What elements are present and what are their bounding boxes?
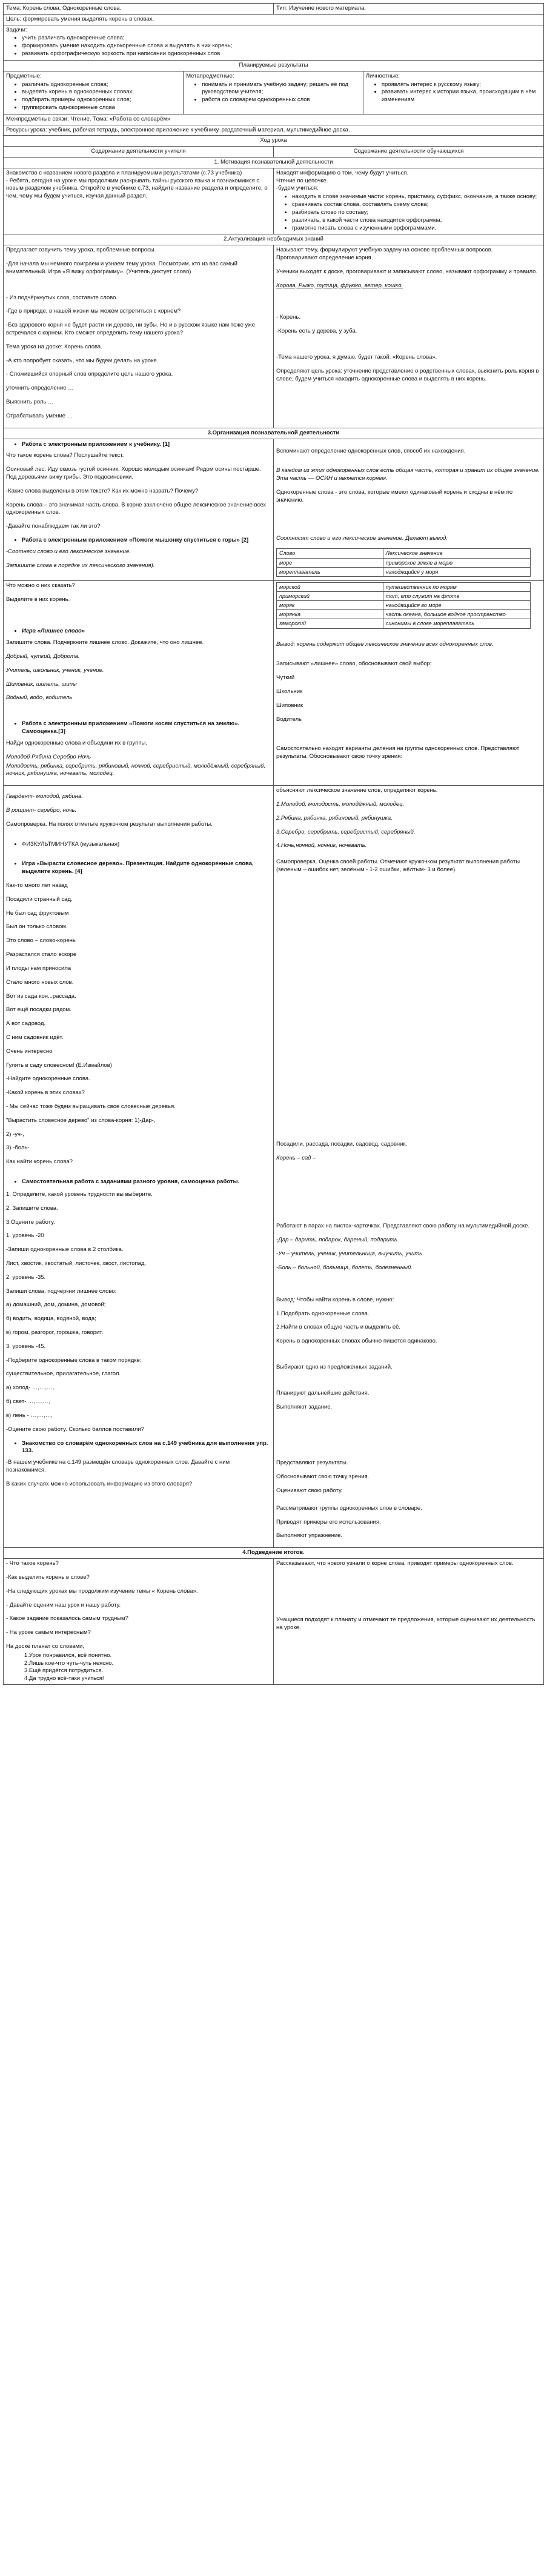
- paragraph: Был он только словом.: [6, 923, 68, 931]
- paragraph: -Без здорового корня не будет расти ни дерево, ни зубы. Но и в русском языке нам тоже уже встречался с корнем. Кто сможет определить тему нашего урока?: [6, 322, 256, 336]
- paragraph: 3) -боль-: [6, 1144, 30, 1152]
- paragraph: Корень – сад –: [276, 1154, 316, 1161]
- paragraph: в) лень - …,…,…,: [6, 1412, 53, 1419]
- paragraph: -Для начала мы немного поиграем и узнаем тему урока. Посмотрим, кто из вас самый внимательный. Игра «Я вижу орфограмму». (Учитель диктует слово): [6, 260, 237, 275]
- table-cell: морской: [277, 582, 383, 591]
- stage-3-student-c: [274, 786, 544, 1548]
- paragraph: 1.Подобрать однокоренные слова.: [276, 1310, 370, 1317]
- paragraph: Это слово – слово-корень: [6, 937, 76, 944]
- lesson-topic: Тема: Корень слова. Однокоренные слова.: [4, 4, 274, 15]
- paragraph: 2.Рябина, рябинка, рябиновый, рябинушка.: [276, 814, 393, 822]
- table-row: [277, 582, 531, 591]
- results-title: Планируемые результаты: [4, 60, 544, 71]
- paragraph: Корова, Рыжо, тупица, фрукмо, ветер, кошко.: [276, 282, 403, 289]
- paragraph: Разрастался стало вскоре: [6, 951, 77, 958]
- paragraph: Не был сад фруктовым: [6, 909, 69, 917]
- student-column-header: Содержание деятельности обучающихся: [274, 147, 544, 158]
- table-cell: заморский: [277, 619, 383, 628]
- paragraph: - Из подчёркнутых слов, составьте слово.: [6, 294, 118, 301]
- paragraph: - На уроке самым интересным?: [6, 1629, 91, 1636]
- paragraph: Приводят примеры его использования.: [276, 1518, 381, 1525]
- paragraph: Запишите слова в порядке их лексического значения).: [6, 562, 155, 569]
- lesson-resources: Ресурсы урока: учебник, рабочая тетрадь, электронное приложение к учебнику, раздаточный материал, мультимедийное доска.: [4, 125, 544, 136]
- paragraph: Выбирают одно из предложенных заданий.: [276, 1363, 393, 1370]
- paragraph: А вот садовод.: [6, 1020, 46, 1027]
- table-cell: часть океана, большое водное пространство: [383, 610, 530, 619]
- paragraph: -На следующих уроках мы продолжим изучение темы « Корень слова».: [6, 1587, 198, 1595]
- paragraph: -Какой корень в этих словах?: [6, 1089, 85, 1097]
- paragraph: 1. уровень -20: [6, 1232, 44, 1240]
- stage-3-teacher-a: [4, 439, 274, 580]
- list-item: • разбирать слово по составу;: [292, 209, 541, 217]
- stage-1-student-list: [276, 193, 541, 232]
- list-item: 3.Ещё придётся потрудиться.: [24, 1667, 104, 1675]
- paragraph: 3.Серебро, серебрить, серебристый, серебряный.: [276, 828, 416, 835]
- paragraph: Вывод: корень содержит общее лексическое значение всех однокоренных слов.: [276, 640, 494, 648]
- paragraph: Корень в однокоренных словах обычно пишется одинаково.: [276, 1338, 437, 1345]
- table-row: [277, 567, 531, 576]
- stage-2-student: [274, 245, 544, 428]
- task-item: • учить различать однокоренные слова;: [22, 35, 541, 42]
- paragraph: Рассказывают, что нового узнали о корне слова, приводят примеры однокоренных слов.: [276, 1560, 514, 1567]
- paragraph: Рассматривают группы однокоренных слов в словаре.: [276, 1504, 422, 1512]
- paragraph: Шиповник: [276, 702, 303, 709]
- paragraph: -Какие слова выделены в этом тексте? Как их можно назвать? Почему?: [6, 487, 199, 494]
- paragraph: 2. уровень -35.: [6, 1273, 46, 1281]
- paragraph: "Вырастить словесное дерево" из слова-корня: 1)-Дар-,: [6, 1117, 156, 1124]
- paragraph: Что можно о них сказать?: [6, 582, 75, 589]
- list-item: • различать, в какой части слова находится орфограмма;: [292, 217, 541, 225]
- meta-results-title: Метапредметные:: [186, 72, 234, 79]
- paragraph: Самостоятельно находят варианты деления на группы однокоренных слов. Представляют результаты. Обосновывают свою точку зрения:: [276, 745, 520, 760]
- paragraph: Выполняют задание.: [276, 1403, 333, 1410]
- result-item: • группировать однокоренные слова: [22, 104, 181, 112]
- table-cell: море: [277, 558, 383, 567]
- lexical-meaning-table: [276, 548, 531, 576]
- stage-3-student-a: [274, 439, 544, 580]
- paragraph: Водитель: [276, 715, 302, 723]
- list-item: • грамотно писать слова с изученными орфограммами.: [292, 225, 541, 233]
- paragraph: Найди однокоренные слова и объедини их в группы.: [6, 739, 147, 746]
- lesson-plan-document: [3, 3, 544, 1685]
- paragraph: -Как выделить корень в слове?: [6, 1573, 90, 1581]
- table-cell: Слово: [277, 549, 383, 558]
- table-row: [277, 601, 531, 610]
- paragraph: Ученики выходят к доске, проговаривают и записывают слово, называют орфограмму и правило.: [276, 268, 538, 275]
- paragraph: Гулять в саду словесном! (Е.Измайлов): [6, 1061, 112, 1069]
- paragraph: -Боль – больной, больница, болеть, болезненный.: [276, 1264, 413, 1271]
- tasks-list: [6, 35, 541, 58]
- paragraph: - Давайте оценим наш урок и нашу работу.: [6, 1601, 121, 1608]
- paragraph: Посадили, рассада, посадки, садовод, садовник.: [276, 1140, 408, 1147]
- stage-1-student-intro: Находят информацию о том, чему будут учиться. Чтение по цепочке. -будем учиться:: [276, 169, 409, 192]
- paragraph: Учитель, школьник, ученик, учение.: [6, 666, 104, 674]
- paragraph: а) холод- …,…,…,: [6, 1384, 55, 1392]
- table-cell: приморский: [277, 591, 383, 600]
- paragraph: Что такое корень слова? Послушайте текст.: [6, 452, 124, 459]
- personal-results-list: [366, 81, 541, 104]
- table-cell: приморское земле в морю: [383, 558, 530, 567]
- subject-results: [4, 71, 184, 114]
- paragraph: Обосновывают свою точку зрения.: [276, 1473, 370, 1481]
- paragraph: -Давайте понаблюдаем так ли это?: [6, 523, 101, 530]
- subject-results-list: [6, 81, 181, 112]
- table-cell: мореплаватель: [277, 567, 383, 576]
- paragraph: Выяснить роль …: [6, 399, 54, 406]
- table-cell: синонимы в слове мореплаватель: [383, 619, 530, 628]
- physical-break: • ФИЗКУЛЬТМИНУТКА (музыкальная): [22, 841, 271, 849]
- paragraph: -Подберите однокоренные слова в таком порядке:: [6, 1356, 142, 1364]
- paragraph: а) домашний, дом, домина, домовой;: [6, 1301, 106, 1309]
- paragraph: - Корень.: [276, 314, 301, 321]
- results-table: [4, 71, 543, 114]
- stage-2-title: 2.Актуализация необходимых знаний: [4, 234, 544, 245]
- paragraph: -А кто попробует сказать, что мы будем делать на уроке.: [6, 357, 159, 364]
- paragraph: 2) -уч-,: [6, 1130, 24, 1138]
- paragraph: С ним садовник идёт.: [6, 1034, 64, 1041]
- game-heading: • Игра «Лишнее слово»: [22, 628, 271, 636]
- table-row: [277, 549, 531, 558]
- task-heading: • Самостоятельная работа с заданиями разного уровня, самооценка работы.: [22, 1178, 271, 1186]
- paragraph: существительное, прилагательное, глагол.: [6, 1370, 121, 1378]
- table-row: [277, 610, 531, 619]
- paragraph: -Где в природе, в нашей жизни мы можем встретиться с корнем?: [6, 308, 181, 315]
- personal-results: [363, 71, 543, 114]
- table-cell: морянка: [277, 610, 383, 619]
- paragraph: Вот ещё посадки рядом.: [6, 1006, 71, 1014]
- paragraph: На доске планат со словами,: [6, 1642, 84, 1650]
- intersubject-links: Межпредметные связи: Чтение. Тема: «Работа со словарём»: [4, 114, 544, 125]
- table-cell: путешественник по морям: [383, 582, 530, 591]
- paragraph: И плоды нам приносила: [6, 964, 71, 972]
- list-item: 4.Да трудно всё-таки учиться!: [24, 1675, 104, 1682]
- lesson-tasks: [4, 25, 544, 60]
- paragraph: Гвардент- молодой, рябина.: [6, 793, 83, 800]
- stage-1-title: 1. Мотивация познавательной деятельности: [4, 158, 544, 168]
- stage-2-teacher: [4, 245, 274, 428]
- paragraph: 4.Ночь,ночной, ночник, ночевать.: [276, 842, 367, 849]
- paragraph: Тема урока на доске: Корень слова.: [6, 343, 102, 350]
- paragraph: -В нашем учебнике на с.149 размещён словарь однокоренных слов. Давайте с ним познакомимся.: [6, 1459, 230, 1473]
- paragraph: В каких случаях можно использовать информацию из этого словаря?: [6, 1480, 193, 1487]
- paragraph: Вот из сада кон...рассада.: [6, 992, 76, 1000]
- paragraph: - Что такое корень?: [6, 1560, 59, 1567]
- lesson-goal: Цель: формировать умения выделять корень в словах.: [4, 14, 544, 25]
- stage-3-title: 3.Организация познавательной деятельности: [4, 428, 544, 439]
- subject-results-title: Предметные:: [6, 72, 42, 79]
- paragraph: Очень интересно: [6, 1047, 53, 1055]
- paragraph: Чуткий: [276, 674, 295, 682]
- paragraph: Самопроверка. Оценка своей работы. Отмечают кружочком результат выполнения работы (зеленым – ошибок нет, зелёным - 1-2 ошибки, жёлтым- 3 и более).: [276, 858, 520, 874]
- list-item: 2.Лишь кое-что чуть-чуть неясно.: [24, 1659, 114, 1667]
- list-item: 1.Урок понравился, всё понятно.: [24, 1651, 112, 1659]
- paragraph: Соотносят слово и его лексическое значение. Делают вывод:: [276, 534, 448, 542]
- stage-1-teacher: Знакомство с названием нового раздела и планируемыми результатами (с.73 учебника) - Ребята, сегодня на уроке мы продолжим раскрывать тайны русского языка и познакомимся с новым разделом учебника. Откройте в учебнике с.73, найдите название раздела и определите, о чем, чему мы будем учиться, изучая данный раздел.: [4, 168, 274, 234]
- list-item: • сравнивать состав слова, составлять схему слова;: [292, 201, 541, 209]
- tasks-title: Задачи:: [6, 26, 27, 33]
- result-item: • понимать и принимать учебную задачу; решать её под руководством учителя;: [202, 81, 360, 97]
- paragraph: 1.Молодой, молодость, молодёжный, молодец.: [276, 800, 405, 808]
- paragraph: Записывают «лишнее» слово, обосновывают свой выбор:: [276, 660, 432, 668]
- stage-4-student: [274, 1559, 544, 1685]
- paragraph: Стало много новых слов.: [6, 978, 74, 986]
- paragraph: Предлагает озвучить тему урока, проблемные вопросы.: [6, 247, 156, 254]
- paragraph: Добрый, чуткий, Доброта.: [6, 653, 80, 660]
- paragraph: -Соотнеси слово и его лексическое значение.: [6, 548, 131, 555]
- paragraph: Оценивают свою работу.: [276, 1487, 343, 1495]
- lexical-meaning-table-cont: [276, 582, 531, 629]
- stage-4-teacher: [4, 1559, 274, 1685]
- paragraph: Работают в парах на листах-карточках. Представляют свою работу на мультимедийной доске.: [276, 1223, 530, 1230]
- table-row: [277, 591, 531, 600]
- paragraph: Вспоминают определение однокоренных слов, способ их нахождения.: [276, 447, 466, 454]
- course-title: Ход урока: [4, 136, 544, 147]
- paragraph: объясняют лексическое значение слов, определяют корень.: [276, 787, 438, 794]
- stage-4-title: 4.Подведение итогов.: [4, 1548, 544, 1559]
- paragraph: -Корень есть у дерева, у зуба.: [276, 328, 357, 335]
- result-item: • различать однокоренные слова;: [22, 81, 181, 89]
- paragraph: Запишите слова. Подчеркните лишнее слово. Докажите, что оно лишнее.: [6, 639, 204, 646]
- paragraph: Определяют цель урока: уточнение представление о родственных словах, выяснить роль корня в слове, будем учиться находить однокоренные слова и выделять в них корень.: [276, 367, 539, 382]
- task-heading: • Работа с электронным приложением к учебнику. [1]: [22, 441, 271, 449]
- task-heading: • Работа с электронным приложением «Помоги косям спуститься на землю». Самооценка.[3]: [22, 720, 271, 736]
- paragraph: Лист, хвостик, хвостатый, листочек, хвост, листопад.: [6, 1260, 147, 1267]
- paragraph: - Мы сейчас тоже будем выращивать свое словесные деревья.: [6, 1103, 176, 1110]
- teacher-column-header: Содержание деятельности учителя: [4, 147, 274, 158]
- stage-3-teacher-c: [4, 786, 274, 1548]
- stage-3-student-b: [274, 580, 544, 785]
- paragraph: Водный, водо, водитель: [6, 694, 73, 702]
- table-row: [277, 619, 531, 628]
- paragraph: В рощинт- серебро, ночь.: [6, 806, 77, 814]
- paragraph: Шиповник, шипеть, шипы: [6, 680, 77, 688]
- task-item: • формировать умение находить однокоренные слова и выделять в них корень;: [22, 42, 541, 50]
- list-item: • находить в слове значимые части: корень, приставку, суффикс, окончание, а также основу;: [292, 193, 541, 201]
- paragraph: Как найти корень слова?: [6, 1158, 73, 1166]
- task-heading: • Знакомство со словарём однокоренных слов на с.149 учебника для выполнения упр. 133.: [22, 1440, 271, 1456]
- reflection-list: [6, 1652, 271, 1683]
- paragraph: -Запиши однокоренные слова в 2 столбика.: [6, 1246, 124, 1253]
- paragraph: -Уч – учитель, ученик, учительница, выучить, учить.: [276, 1250, 424, 1258]
- meta-results-list: [186, 81, 360, 104]
- result-item: • выделять корень в однокоренных словах;: [22, 88, 181, 96]
- paragraph: Называют тему, формулируют учебную задачу на основе проблемных вопросов. Проговаривают определение корня.: [276, 247, 493, 261]
- table-cell: находящийся во море: [383, 601, 530, 610]
- paragraph: в) гором, разгорог, горошка, говорит.: [6, 1329, 104, 1336]
- paragraph: Учащиеся подходят к планату и отмечают те предложения, которые оценивают их деятельность на уроке.: [276, 1616, 535, 1631]
- paragraph: 2.Найти в словах общую часть и выделить её.: [276, 1324, 401, 1331]
- results-row: [4, 71, 544, 114]
- paragraph: Молодой Рябина Серебро Ночь: [6, 753, 91, 760]
- result-item: • развивать интерес к истории языка, происходящим в нём изменениям: [382, 88, 541, 104]
- lesson-plan-table: [3, 3, 544, 1685]
- result-item: • подбирать примеры однокоренных слов;: [22, 96, 181, 104]
- task-heading: • Работа с электронным приложением «Помоги мышонку спуститься с горы» [2]: [22, 537, 271, 545]
- paragraph: Представляют результаты.: [276, 1459, 348, 1467]
- paragraph: Однокоренные слова - это слова, которые имеют одинаковый корень и сходны в нём по значению.: [276, 488, 513, 503]
- paragraph: б) водить, водица, водяной, вода;: [6, 1315, 96, 1323]
- paragraph: -Тема нашего урока, я думаю, будет такой: «Корень слова».: [276, 354, 437, 360]
- table-row: [277, 558, 531, 567]
- paragraph: Выполняют упражнение.: [276, 1532, 343, 1539]
- paragraph: -Оцените свою работу. Сколько баллов поставили?: [6, 1426, 144, 1433]
- task-item: • развивать орфографическую зоркость при написании однокоренных слов: [22, 50, 541, 58]
- paragraph: Запиши слова, подчеркни лишнее слово:: [6, 1287, 117, 1295]
- paragraph: уточнить определение …: [6, 385, 74, 392]
- paragraph: Выделите в них корень.: [6, 596, 70, 603]
- paragraph: Вывод: Чтобы найти корень в слове, нужно:: [276, 1296, 394, 1303]
- paragraph: -Дар – дарить, подарок, дареный, подарить.: [276, 1237, 399, 1244]
- paragraph: - Какое задание показалось самым трудным?: [6, 1615, 128, 1622]
- lesson-type: Тип: Изучение нового материала.: [274, 4, 544, 15]
- paragraph: Посадили странный сад.: [6, 895, 73, 903]
- table-cell: Лексическое значение: [383, 549, 530, 558]
- paragraph: Корень слова – это значимая часть слова. В корне заключено общее лексическое значение всех однокоренных слов.: [6, 501, 267, 516]
- game-heading: • Игра «Вырасти словесное дерево». Презентация. Найдите однокоренные слова, выделите корень. [4]: [22, 860, 271, 876]
- paragraph: - Сложившийся опорный слов определите цель нашего урока.: [6, 371, 173, 378]
- paragraph: Молодость, рябинка, серебрить, рябиновый, ночной, серебристый, молодёжный, серебряный, ночник, рябинушка, ночевать, молодец.: [6, 762, 266, 777]
- meta-results: [184, 71, 363, 114]
- paragraph: Школьник: [276, 688, 303, 695]
- paragraph: Отрабатывать умение …: [6, 412, 73, 419]
- paragraph: 1. Определите, какой уровень трудности вы выберите.: [6, 1190, 153, 1198]
- result-item: • работа со словарем однокоренных слов: [202, 96, 360, 104]
- table-cell: находящийся у моря: [383, 567, 530, 576]
- paragraph: Как-то много лет назад: [6, 882, 68, 889]
- paragraph: 3.Оцените работу.: [6, 1218, 55, 1226]
- paragraph: Самопроверка. На полях отметьте кружочком результат выполнения работы.: [6, 820, 213, 828]
- paragraph: В каждом из этих однокоренных слов есть общая часть, которая и хранит их общее значение. Эта часть — ОСИН и является корнем.: [276, 467, 540, 482]
- stage-1-student: [274, 168, 544, 234]
- result-item: • проявлять интерес к русскому языку;: [382, 81, 541, 89]
- table-cell: тот, кто служит на флоте: [383, 591, 530, 600]
- paragraph: Планируют дальнейшие действия.: [276, 1389, 370, 1396]
- personal-results-title: Личностные:: [365, 72, 400, 79]
- paragraph: Осиновый лес. Иду сквозь густой осинник, Хорошо молодым осинкам! Рядом осины постарше. Под деревьями вижу грибы. Это подосиновики.: [6, 466, 261, 480]
- table-cell: моряк: [277, 601, 383, 610]
- paragraph: 3. уровень -45.: [6, 1343, 46, 1350]
- stage-3-teacher-b: [4, 580, 274, 785]
- paragraph: б) свет- …,…,…,: [6, 1398, 50, 1406]
- paragraph: -Найдите однокоренные слова.: [6, 1075, 90, 1083]
- paragraph: 2. Запишите слова.: [6, 1204, 58, 1212]
